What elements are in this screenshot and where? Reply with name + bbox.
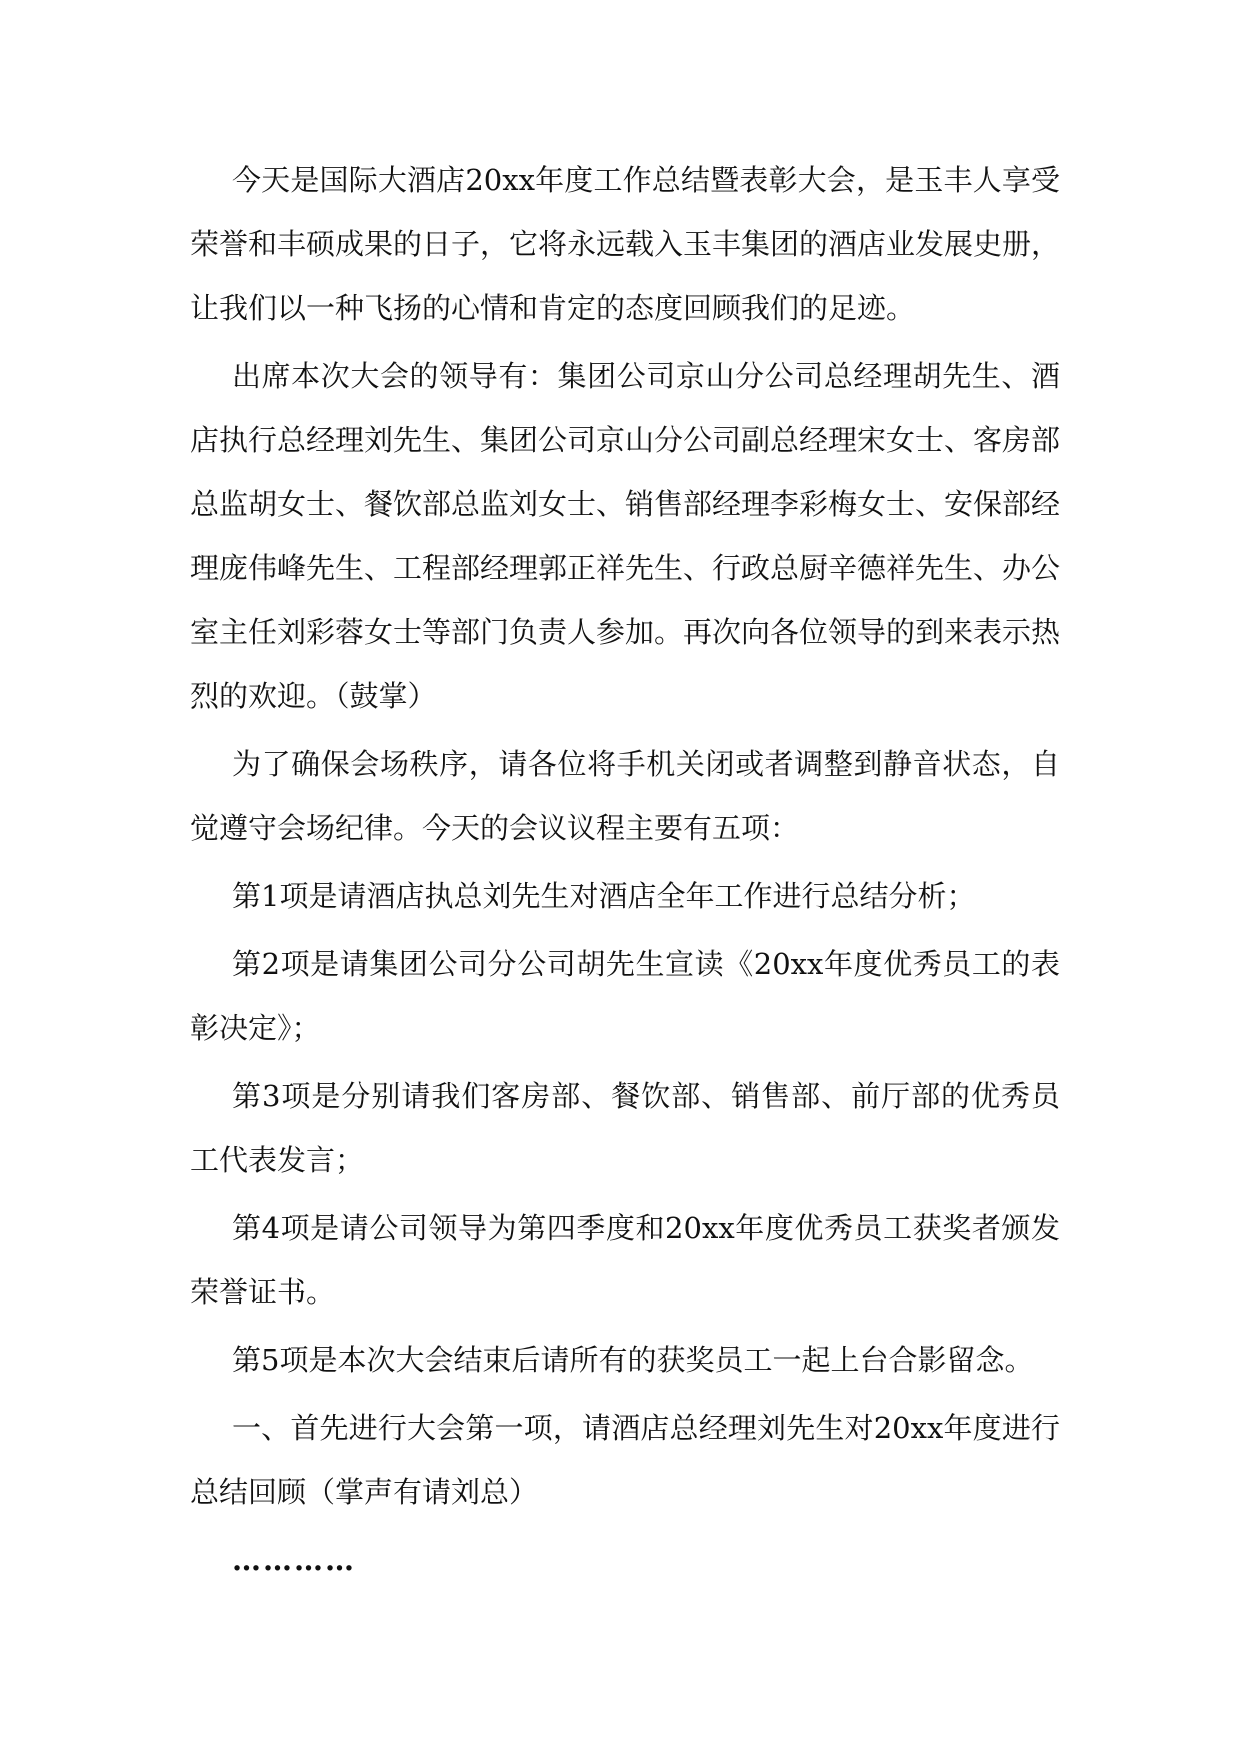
- paragraph-meeting-order: 为了确保会场秩序，请各位将手机关闭或者调整到静音状态，自觉遵守会场纪律。今天的会议议程主要有五项：: [190, 747, 1060, 845]
- document-body: [190, 148, 1060, 1592]
- agenda-item-3: 第3项是分别请我们客房部、餐饮部、销售部、前厅部的优秀员工代表发言；: [190, 1079, 1060, 1177]
- agenda-item-1: 第1项是请酒店执总刘先生对酒店全年工作进行总结分析；: [232, 879, 976, 913]
- paragraph-opening: 今天是国际大酒店20xx年度工作总结暨表彰大会，是玉丰人享受荣誉和丰硕成果的日子，它将永远载入玉丰集团的酒店业发展史册，让我们以一种飞扬的心情和肯定的态度回顾我们的足迹。: [190, 163, 1061, 325]
- paragraph-attending-leaders: 出席本次大会的领导有：集团公司京山分公司总经理胡先生、酒店执行总经理刘先生、集团公司京山分公司副总经理宋女士、客房部总监胡女士、餐饮部总监刘女士、销售部经理李彩梅女士、安保部经理庞伟峰先生、工程部经理郭正祥先生、行政总厨辛德祥先生、办公室主任刘彩蓉女士等部门负责人参加。再次向各位领导的到来表示热烈的欢迎。（鼓掌）: [190, 359, 1061, 713]
- agenda-item-2: 第2项是请集团公司分公司胡先生宣读《20xx年度优秀员工的表彰决定》；: [190, 947, 1060, 1045]
- paragraph-first-item: 一、首先进行大会第一项，请酒店总经理刘先生对20xx年度进行总结回顾（掌声有请刘总）: [190, 1411, 1060, 1509]
- ellipsis-continuation: …………: [232, 1543, 356, 1577]
- agenda-item-4: 第4项是请公司领导为第四季度和20xx年度优秀员工获奖者颁发荣誉证书。: [190, 1211, 1060, 1309]
- agenda-item-5: 第5项是本次大会结束后请所有的获奖员工一起上台合影留念。: [232, 1343, 1034, 1377]
